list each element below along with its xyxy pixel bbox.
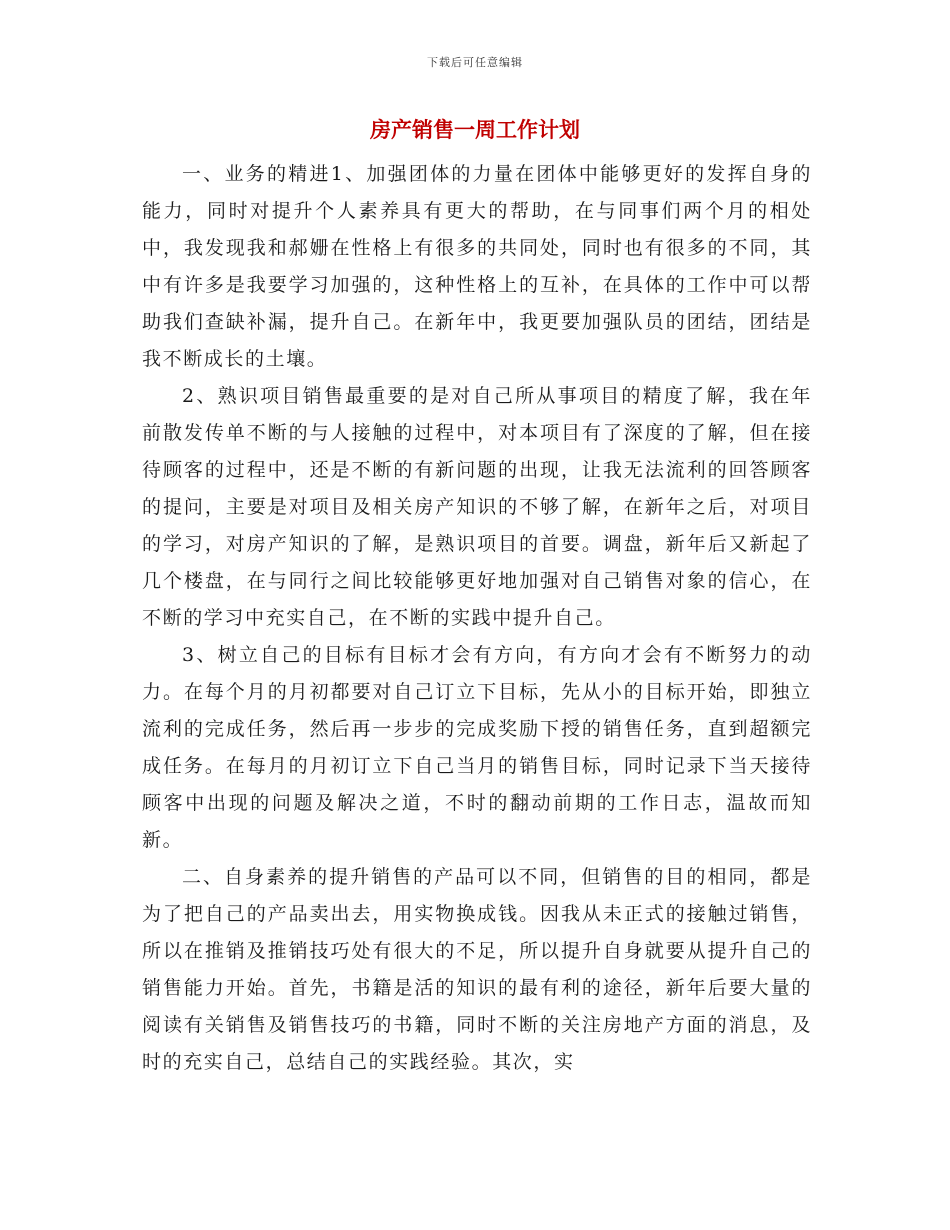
- paragraph-self-improvement: 二、自身素养的提升销售的产品可以不同，但销售的目的相同，都是为了把自己的产品卖出去，用实物换成钱。因我从未正式的接触过销售，所以在推销及推销技巧处有很大的不足，所以提升自身就要从提升自己的销售能力开始。首先，书籍是活的知识的最有利的途径，新年后要大量的阅读有关销售及销售技巧的书籍，同时不断的关注房地产方面的消息，及时的充实自己，总结自己的实践经验。其次，实: [142, 866, 812, 1073]
- paragraph-team-strength: 一、业务的精进1、加强团体的力量在团体中能够更好的发挥自身的能力，同时对提升个人素养具有更大的帮助，在与同事们两个月的相处中，我发现我和郝姗在性格上有很多的共同处，同时也有很多的不同，其中有许多是我要学习加强的，这种性格上的互补，在具体的工作中可以帮助我们查缺补漏，提升自己。在新年中，我更要加强队员的团结，团结是我不断成长的土壤。: [142, 163, 812, 370]
- paragraph-set-goals: 3、树立自己的目标有目标才会有方向，有方向才会有不断努力的动力。在每个月的月初都要对自己订立下目标，先从小的目标开始，即独立流利的完成任务，然后再一步步的完成奖励下授的销售任务，直到超额完成任务。在每月的月初订立下自己当月的销售目标，同时记录下当天接待顾客中出现的问题及解决之道，不时的翻动前期的工作日志，温故而知新。: [142, 644, 812, 851]
- document-title: 房产销售一周工作计划: [370, 117, 580, 142]
- document-body: [142, 156, 812, 1081]
- paragraph-project-knowledge: 2、熟识项目销售最重要的是对自己所从事项目的精度了解，我在年前散发传单不断的与人接触的过程中，对本项目有了深度的了解，但在接待顾客的过程中，还是不断的有新问题的出现，让我无法流利的回答顾客的提问，主要是对项目及相关房产知识的不够了解，在新年之后，对项目的学习，对房产知识的了解，是熟识项目的首要。调盘，新年后又新起了几个楼盘，在与同行之间比较能够更好地加强对自己销售对象的信心，在不断的学习中充实自己，在不断的实践中提升自己。: [142, 385, 812, 629]
- page-header-note: 下载后可任意编辑: [427, 56, 523, 69]
